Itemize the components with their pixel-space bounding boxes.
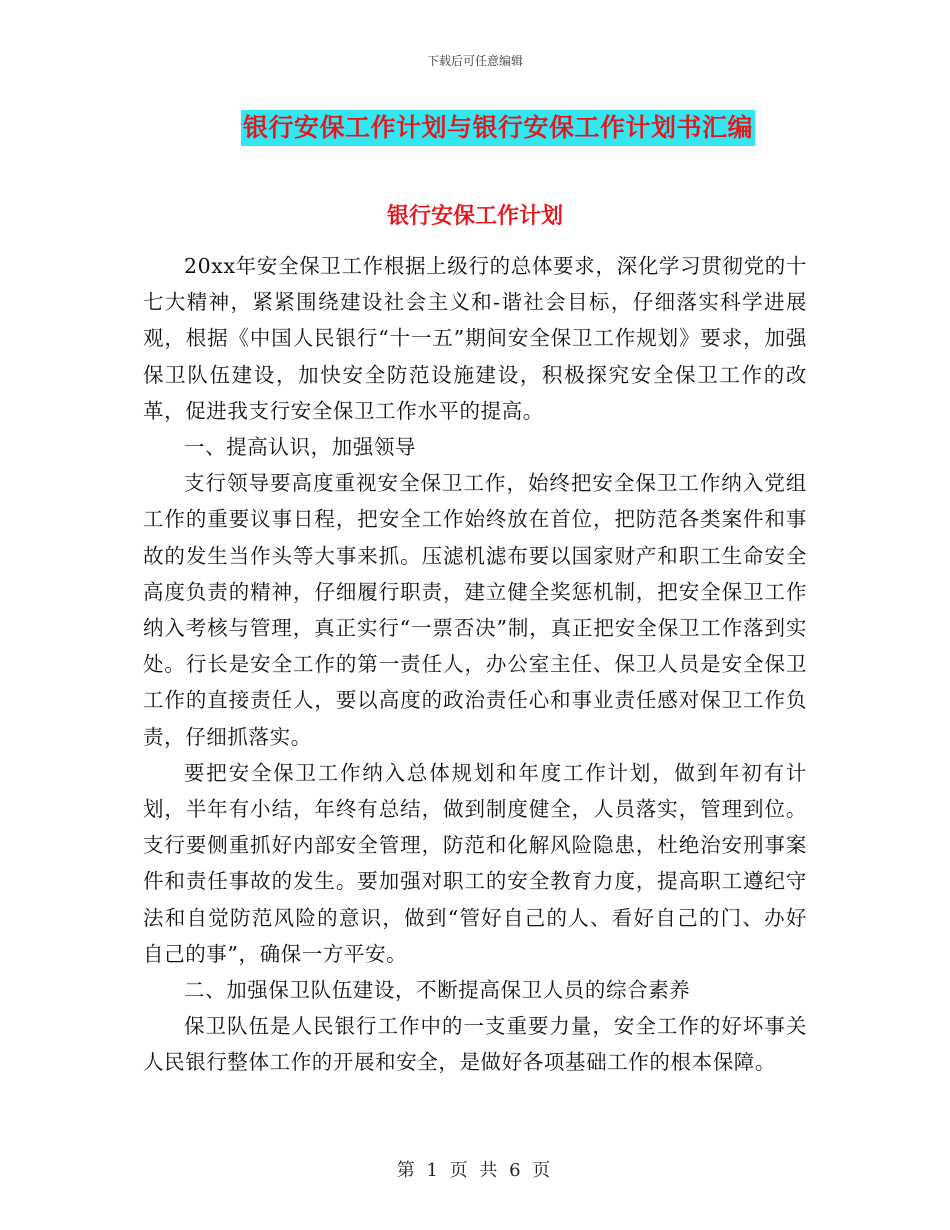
document-title: 银行安保工作计划与银行安保工作计划书汇编 [241, 110, 755, 146]
section-heading: 二、加强保卫队伍建设，不断提高保卫人员的综合素养 [184, 978, 691, 1003]
section-title: 银行安保工作计划 [386, 204, 563, 229]
paragraph: 要把安全保卫工作纳入总体规划和年度工作计划，做到年初有计划，半年有小结，年终有总结，做到制度健全，人员落实，管理到位。支行要侧重抓好内部安全管理，防范和化解风险隐患，杜绝治安刑事案件和责任事故的发生。要加强对职工的安全教育力度，提高职工遵纪守法和自觉防范风险的意识，做到“管好自己的人、看好自己的门、办好自己的事”，确保一方平安。 [143, 760, 807, 966]
section-heading: 一、提高认识，加强领导 [184, 435, 417, 460]
paragraph: 支行领导要高度重视安全保卫工作，始终把安全保卫工作纳入党组工作的重要议事日程，把安全工作始终放在首位，把防范各类案件和事故的发生当作头等大事来抓。压滤机滤布要以国家财产和职工生命安全高度负责的精神，仔细履行职责，建立健全奖惩机制，把安全保卫工作纳入考核与管理，真正实行“一票否决”制，真正把安全保卫工作落到实处。行长是安全工作的第一责任人，办公室主任、保卫人员是安全保卫工作的直接责任人，要以高度的政治责任心和事业责任感对保卫工作负责，仔细抓落实。 [143, 471, 807, 749]
paragraph: 20xx年安全保卫工作根据上级行的总体要求，深化学习贯彻党的十七大精神，紧紧围绕建设社会主义和-谐社会目标，仔细落实科学进展观，根据《中国人民银行“十一五”期间安全保卫工作规划》要求，加强保卫队伍建设，加快安全防范设施建设，积极探究安全保卫工作的改革，促进我支行安全保卫工作水平的提高。 [143, 254, 807, 423]
document-body [143, 248, 807, 1081]
page-number: 第 1 页 共 6 页 [396, 1160, 554, 1181]
document-title-container [0, 110, 950, 146]
header-note: 下载后可任意编辑 [426, 54, 523, 68]
paragraph: 保卫队伍是人民银行工作中的一支重要力量，安全工作的好坏事关人民银行整体工作的开展和安全，是做好各项基础工作的根本保障。 [143, 1014, 807, 1075]
